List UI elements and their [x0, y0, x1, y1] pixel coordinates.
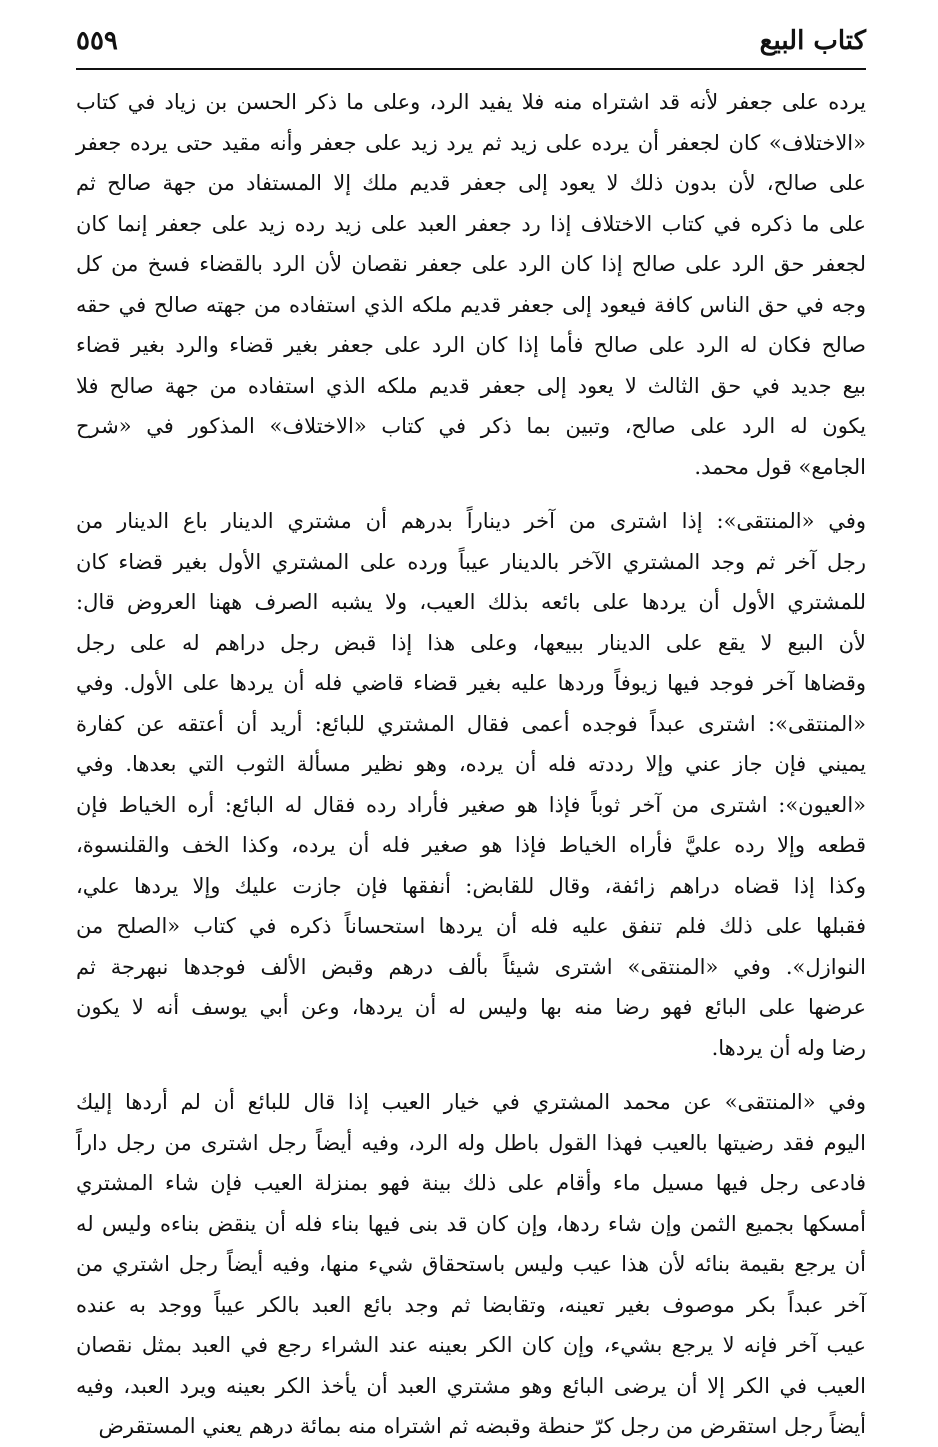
text-line: أمسكها بجميع الثمن وإن شاء ردها، وإن كان قد بنى فيها بناء فله أن ينقض بناءه وليس له [76, 1211, 866, 1236]
text-line: للمشتري الأول أن يردها على بائعه بذلك العيب، ولا يشبه الصرف ههنا العروض قال: [76, 590, 866, 614]
text-line: عرضها على البائع فهو رضا منه بها وليس له أن يردها، وعن أبي يوسف أنه لا يكون [76, 995, 866, 1019]
paragraph-1 [76, 82, 866, 487]
text-line: رضا وله أن يردها. [711, 1035, 866, 1060]
text-line: لأن البيع لا يقع على الدينار ببيعها، وعلى هذا إذا قبض رجل دراهم له على رجل [76, 630, 866, 655]
text-line: أيضاً رجل استقرض من رجل كرّ حنطة وقبضه ثم اشتراه منه بمائة درهم يعني المستقرض [98, 1414, 866, 1438]
running-title: كتاب البيع [759, 26, 866, 56]
text-line: النوازل». وفي «المنتقى» اشترى شيئاً بألف درهم وقبض الألف فوجدها نبهرجة ثم [76, 954, 866, 979]
text-line: وجه في حق الناس كافة فيعود إلى جعفر قديم ملكه الذي استفاده من جهته صالح في حقه [76, 292, 866, 317]
page-number: ٥٥٩ [76, 26, 118, 56]
text-line: وفي «المنتقى» عن محمد المشتري في خيار العيب إذا قال للبائع أن لم أردها إليك [76, 1090, 866, 1114]
text-line: يرده على جعفر لأنه قد اشتراه منه فلا يفيد الرد، وعلى ما ذكر الحسن بن زياد في كتاب [76, 90, 866, 114]
text-line: على صالح، لأن بدون ذلك لا يعود إلى جعفر قديم ملك إلا المستفاد من جهة صالح ثم [76, 171, 866, 195]
header-divider [76, 68, 866, 70]
text-line: يكون له الرد على صالح، وتبين بما ذكر في كتاب «الاختلاف» المذكور في «شرح [76, 414, 866, 438]
text-line: أن يرجع بقيمة بنائه لأن هذا عيب وليس باستحقاق شيء منها، وفيه أيضاً رجل اشتري من [76, 1252, 866, 1276]
text-line: «المنتقى»: اشترى عبداً فوجده أعمى فقال المشتري للبائع: أريد أن أعتقه عن كفارة [76, 711, 866, 736]
paragraph-3 [76, 1082, 866, 1447]
page-header [76, 22, 866, 68]
text-line: «العيون»: اشترى من آخر ثوباً فإذا هو صغير فأراد رده فقال له البائع: أره الخياط فإن [76, 792, 866, 817]
text-line: صالح فكان له الرد على صالح فأما إذا كان الرد على جعفر بغير قضاء والرد بغير قضاء [76, 333, 866, 357]
text-line: آخر عبداً بكر موصوف بغير تعينه، وتقابضا ثم وجد بائع العبد بالكر عيباً ووجد به عنده [76, 1292, 866, 1317]
text-line: وقضاها آخر فوجد فيها زيوفاً وردها عليه بغير قضاء قاضي فله أن يردها على الأول. وفي [76, 671, 866, 695]
text-line: فقبلها على ذلك فلم تنفق عليه فله أن يردها استحساناً ذكره في كتاب «الصلح من [76, 914, 866, 938]
text-line: «الاختلاف» كان لجعفر أن يرده على زيد ثم يرد زيد على جعفر وأنه مقيد حتى يرده جعفر [76, 130, 866, 155]
text-line: وكذا إذا قضاه دراهم زائفة، وقال للقابض: أنفقها فإن جازت عليك وإلا يردها علي، [76, 873, 866, 898]
text-line: على ما ذكره في كتاب الاختلاف إذا رد جعفر العبد على زيد رده زيد على جعفر إنما كان [76, 211, 866, 236]
text-line: يميني فإن جاز عني وإلا رددته فله أن يرده، وهو نظير مسألة الثوب التي بعدها. وفي [76, 752, 866, 776]
text-line: قطعه وإلا رده عليَّ فأراه الخياط فإذا هو صغير فله أن يرده، وكذا الخف والقلنسوة، [76, 833, 866, 857]
text-line: فادعى رجل فيها مسيل ماء وأقام على ذلك بينة فهو بمنزلة العيب فإن شاء المشتري [76, 1171, 866, 1195]
text-line: العيب في الكر إلا أن يرضى البائع وهو مشتري العبد أن يأخذ الكر بعينه ويرد العبد، وفيه [76, 1373, 866, 1398]
text-line: اليوم فقد رضيتها بالعيب فهذا القول باطل وله الرد، وفيه أيضاً رجل اشترى من رجل داراً [76, 1130, 866, 1155]
paragraph-2 [76, 501, 866, 1068]
text-line: الجامع» قول محمد. [694, 454, 866, 479]
body-text [76, 82, 866, 1447]
text-line: بيع جديد في حق الثالث لا يعود إلى جعفر قديم ملكه الذي استفاده من جهة صالح فلا [76, 373, 866, 398]
text-line: رجل آخر ثم وجد المشتري الآخر بالدينار عيباً ورده على المشتري الأول بغير قضاء كان [76, 549, 866, 574]
text-line: عيب آخر فإنه لا يرجع بشيء، وإن كان الكر بعينه عند الشراء رجع في العبد بمثل نقصان [76, 1333, 866, 1357]
text-line: لجعفر حق الرد على صالح إذا كان الرد على جعفر نقصان لأن الرد بالقضاء فسخ من كل [76, 252, 866, 276]
text-line: وفي «المنتقى»: إذا اشترى من آخر ديناراً بدرهم أن مشتري الدينار باع الدينار من [76, 509, 866, 533]
